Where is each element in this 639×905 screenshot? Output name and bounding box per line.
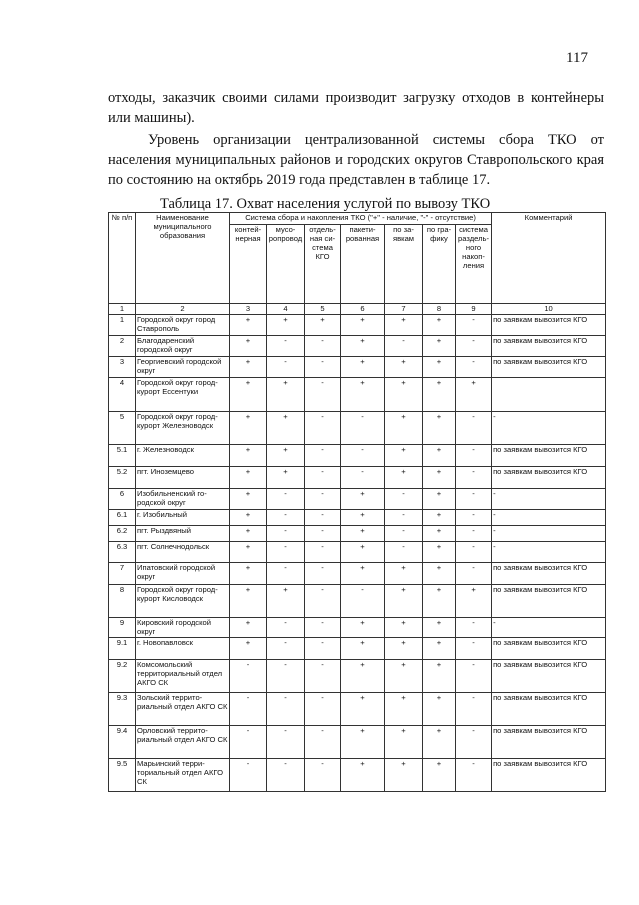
system-mark: + [230, 412, 267, 445]
table-row [109, 563, 606, 585]
system-mark: + [385, 759, 423, 792]
system-mark: - [267, 638, 305, 660]
system-mark: - [456, 489, 492, 510]
municipality-name: пгт. Солнечнодольск [136, 542, 230, 563]
system-mark: + [423, 585, 456, 618]
comment: по заявкам вывозится КГО [492, 357, 606, 378]
municipality-name: Ипатовский городской округ [136, 563, 230, 585]
system-mark: + [230, 542, 267, 563]
system-mark: + [423, 467, 456, 489]
municipality-name: Городской округ город-курорт Железноводск [136, 412, 230, 445]
system-mark: + [267, 315, 305, 336]
system-mark: + [230, 467, 267, 489]
system-mark: - [305, 759, 341, 792]
system-mark: - [456, 526, 492, 542]
system-mark: - [267, 563, 305, 585]
system-mark: + [385, 315, 423, 336]
system-mark: + [341, 378, 385, 412]
municipality-name: Городской округ город Ставрополь [136, 315, 230, 336]
system-mark: + [341, 526, 385, 542]
system-mark: + [423, 693, 456, 726]
system-mark: - [305, 526, 341, 542]
system-mark: + [423, 618, 456, 638]
system-mark: - [456, 315, 492, 336]
colnum: 10 [492, 304, 606, 315]
system-mark: + [230, 585, 267, 618]
comment: по заявкам вывозится КГО [492, 467, 606, 489]
comment [492, 378, 606, 412]
row-number: 8 [109, 585, 136, 618]
system-mark: - [305, 585, 341, 618]
system-mark: - [305, 726, 341, 759]
table-row [109, 445, 606, 467]
header-row-group [109, 213, 606, 225]
row-number: 3 [109, 357, 136, 378]
comment: - [492, 618, 606, 638]
system-mark: + [423, 526, 456, 542]
system-mark: - [267, 726, 305, 759]
system-mark: + [423, 510, 456, 526]
municipality-name: Городской округ город-курорт Ессентуки [136, 378, 230, 412]
comment: по заявкам вывозится КГО [492, 726, 606, 759]
system-mark: + [230, 618, 267, 638]
system-mark: - [341, 585, 385, 618]
colnum: 2 [136, 304, 230, 315]
header-separate-collection: система раздельного накопления [456, 225, 492, 304]
system-mark: - [230, 726, 267, 759]
system-mark: + [230, 526, 267, 542]
system-mark: - [456, 542, 492, 563]
comment: по заявкам вывозится КГО [492, 445, 606, 467]
comment: по заявкам вывозится КГО [492, 693, 606, 726]
system-mark: - [456, 726, 492, 759]
municipality-name: пгт. Иноземцево [136, 467, 230, 489]
system-mark: + [385, 357, 423, 378]
table-row [109, 585, 606, 618]
system-mark: + [341, 357, 385, 378]
row-number: 7 [109, 563, 136, 585]
header-on-schedule: по графику [423, 225, 456, 304]
system-mark: - [385, 542, 423, 563]
system-mark: - [305, 357, 341, 378]
system-mark: + [423, 336, 456, 357]
system-mark: + [341, 759, 385, 792]
row-number: 5.1 [109, 445, 136, 467]
header-container: контейнерная [230, 225, 267, 304]
system-mark: + [456, 378, 492, 412]
row-number: 9.3 [109, 693, 136, 726]
system-mark: + [423, 412, 456, 445]
system-mark: - [385, 489, 423, 510]
system-mark: - [267, 542, 305, 563]
municipality-name: Кировский городской округ [136, 618, 230, 638]
system-mark: - [230, 759, 267, 792]
system-mark: + [341, 726, 385, 759]
system-mark: + [385, 467, 423, 489]
system-mark: - [230, 660, 267, 693]
system-mark: + [423, 726, 456, 759]
table-caption: Таблица 17. Охват населения услугой по вывозу ТКО [160, 196, 491, 212]
colnum: 4 [267, 304, 305, 315]
comment: по заявкам вывозится КГО [492, 336, 606, 357]
system-mark: + [385, 563, 423, 585]
row-number: 9.5 [109, 759, 136, 792]
system-mark: - [305, 489, 341, 510]
system-mark: + [230, 378, 267, 412]
system-mark: - [456, 412, 492, 445]
row-number: 6.2 [109, 526, 136, 542]
system-mark: + [423, 638, 456, 660]
system-mark: - [305, 542, 341, 563]
paragraph-continuation: отходы, заказчик своими силами производит загрузку отходов в контейнеры или машины). [108, 90, 604, 126]
row-number: 2 [109, 336, 136, 357]
system-mark: + [385, 618, 423, 638]
system-mark: + [341, 618, 385, 638]
table-row [109, 759, 606, 792]
row-number: 5.2 [109, 467, 136, 489]
comment: - [492, 489, 606, 510]
system-mark: - [305, 467, 341, 489]
row-number: 6 [109, 489, 136, 510]
system-mark: + [423, 660, 456, 693]
row-number: 1 [109, 315, 136, 336]
system-mark: - [305, 618, 341, 638]
system-mark: - [456, 357, 492, 378]
comment: по заявкам вывозится КГО [492, 563, 606, 585]
municipality-name: Городской округ город-курорт Кисловодск [136, 585, 230, 618]
system-mark: + [423, 542, 456, 563]
system-mark: - [230, 693, 267, 726]
comment: по заявкам вывозится КГО [492, 759, 606, 792]
system-mark: + [423, 445, 456, 467]
system-mark: + [230, 315, 267, 336]
system-mark: + [230, 357, 267, 378]
system-mark: + [230, 489, 267, 510]
system-mark: + [305, 315, 341, 336]
comment: - [492, 542, 606, 563]
colnum: 1 [109, 304, 136, 315]
colnum: 9 [456, 304, 492, 315]
system-mark: + [385, 585, 423, 618]
colnum: 5 [305, 304, 341, 315]
system-mark: - [267, 759, 305, 792]
system-mark: - [305, 445, 341, 467]
municipality-name: Георгиевский городской округ [136, 357, 230, 378]
system-mark: - [341, 412, 385, 445]
table-row [109, 618, 606, 638]
system-mark: + [267, 445, 305, 467]
column-numbers-row [109, 304, 606, 315]
system-mark: + [385, 445, 423, 467]
system-mark: + [423, 315, 456, 336]
municipality-name: г. Железноводск [136, 445, 230, 467]
header-chute: мусоропровод [267, 225, 305, 304]
system-mark: - [267, 357, 305, 378]
system-mark: + [423, 563, 456, 585]
system-mark: + [456, 585, 492, 618]
waste-collection-table [108, 212, 606, 792]
system-mark: + [385, 378, 423, 412]
header-bagged: пакетированная [341, 225, 385, 304]
system-mark: + [385, 693, 423, 726]
row-number: 9 [109, 618, 136, 638]
system-mark: - [305, 412, 341, 445]
row-number: 5 [109, 412, 136, 445]
municipality-name: г. Изобильный [136, 510, 230, 526]
system-mark: - [267, 489, 305, 510]
system-mark: + [341, 510, 385, 526]
municipality-name: Изобильненский городской округ [136, 489, 230, 510]
system-mark: - [305, 638, 341, 660]
colnum: 3 [230, 304, 267, 315]
row-number: 4 [109, 378, 136, 412]
colnum: 7 [385, 304, 423, 315]
municipality-name: пгт. Рыздвяный [136, 526, 230, 542]
system-mark: + [385, 412, 423, 445]
table-row [109, 660, 606, 693]
system-mark: - [267, 510, 305, 526]
comment: по заявкам вывозится КГО [492, 638, 606, 660]
system-mark: - [456, 445, 492, 467]
header-comment: Комментарий [492, 213, 606, 304]
page-number: 117 [566, 50, 588, 66]
system-mark: + [423, 759, 456, 792]
system-mark: + [385, 660, 423, 693]
system-mark: + [385, 726, 423, 759]
system-mark: - [305, 510, 341, 526]
table-row [109, 357, 606, 378]
system-mark: + [341, 542, 385, 563]
system-mark: + [267, 467, 305, 489]
system-mark: - [456, 563, 492, 585]
row-number: 9.2 [109, 660, 136, 693]
system-mark: - [456, 693, 492, 726]
colnum: 8 [423, 304, 456, 315]
system-mark: + [230, 510, 267, 526]
comment: по заявкам вывозится КГО [492, 315, 606, 336]
row-number: 9.4 [109, 726, 136, 759]
system-mark: + [341, 336, 385, 357]
system-mark: - [267, 618, 305, 638]
table-body [109, 213, 606, 792]
municipality-name: Благодаренский городской округ [136, 336, 230, 357]
system-mark: + [230, 445, 267, 467]
table-row [109, 638, 606, 660]
system-mark: + [385, 638, 423, 660]
comment: по заявкам вывозится КГО [492, 660, 606, 693]
system-mark: - [305, 563, 341, 585]
municipality-name: Марьинский территориальный отдел АКГО СК [136, 759, 230, 792]
table-row [109, 336, 606, 357]
comment: - [492, 412, 606, 445]
header-name: Наименование муниципального образования [136, 213, 230, 304]
row-number: 9.1 [109, 638, 136, 660]
system-mark: - [341, 445, 385, 467]
comment: - [492, 510, 606, 526]
system-mark: + [341, 563, 385, 585]
system-mark: - [456, 467, 492, 489]
header-on-request: по заявкам [385, 225, 423, 304]
system-mark: - [267, 660, 305, 693]
system-mark: - [341, 467, 385, 489]
system-mark: + [230, 563, 267, 585]
table-row [109, 693, 606, 726]
system-mark: + [423, 378, 456, 412]
system-mark: + [230, 638, 267, 660]
table-row [109, 726, 606, 759]
municipality-name: Орловский территориальный отдел АКГО СК [136, 726, 230, 759]
system-mark: + [341, 693, 385, 726]
table-row [109, 510, 606, 526]
system-mark: + [267, 585, 305, 618]
system-mark: - [305, 336, 341, 357]
system-mark: - [385, 526, 423, 542]
system-mark: - [305, 693, 341, 726]
table-row [109, 542, 606, 563]
system-mark: - [456, 336, 492, 357]
system-mark: + [423, 489, 456, 510]
header-kgo-system: отдельная система КГО [305, 225, 341, 304]
row-number: 6.1 [109, 510, 136, 526]
table-row [109, 412, 606, 445]
system-mark: - [456, 638, 492, 660]
system-mark: + [341, 315, 385, 336]
municipality-name: Комсомольский территориальный отдел АКГО СК [136, 660, 230, 693]
comment: по заявкам вывозится КГО [492, 585, 606, 618]
header-system-group: Система сбора и накопления ТКО ("+" - наличие, "-" - отсутствие) [230, 213, 492, 225]
system-mark: - [267, 526, 305, 542]
comment: - [492, 526, 606, 542]
system-mark: + [267, 412, 305, 445]
system-mark: - [456, 510, 492, 526]
system-mark: + [341, 660, 385, 693]
system-mark: + [423, 357, 456, 378]
municipality-name: г. Новопавловск [136, 638, 230, 660]
system-mark: - [456, 618, 492, 638]
system-mark: - [385, 510, 423, 526]
system-mark: + [230, 336, 267, 357]
header-no: № п/п [109, 213, 136, 304]
table-row [109, 489, 606, 510]
system-mark: + [341, 638, 385, 660]
system-mark: - [456, 660, 492, 693]
system-mark: - [305, 378, 341, 412]
system-mark: + [267, 378, 305, 412]
row-number: 6.3 [109, 542, 136, 563]
system-mark: - [267, 336, 305, 357]
table-row [109, 378, 606, 412]
system-mark: + [341, 489, 385, 510]
colnum: 6 [341, 304, 385, 315]
paragraph-intro: Уровень организации централизованной системы сбора ТКО от населения муниципальных районов и городских округов Ставропольского края по состоянию на октябрь 2019 года представлен в таблице 17. [108, 132, 604, 188]
system-mark: - [305, 660, 341, 693]
system-mark: - [456, 759, 492, 792]
table-row [109, 526, 606, 542]
table-row [109, 315, 606, 336]
system-mark: - [267, 693, 305, 726]
municipality-name: Зольский территориальный отдел АКГО СК [136, 693, 230, 726]
table-row [109, 467, 606, 489]
system-mark: - [385, 336, 423, 357]
